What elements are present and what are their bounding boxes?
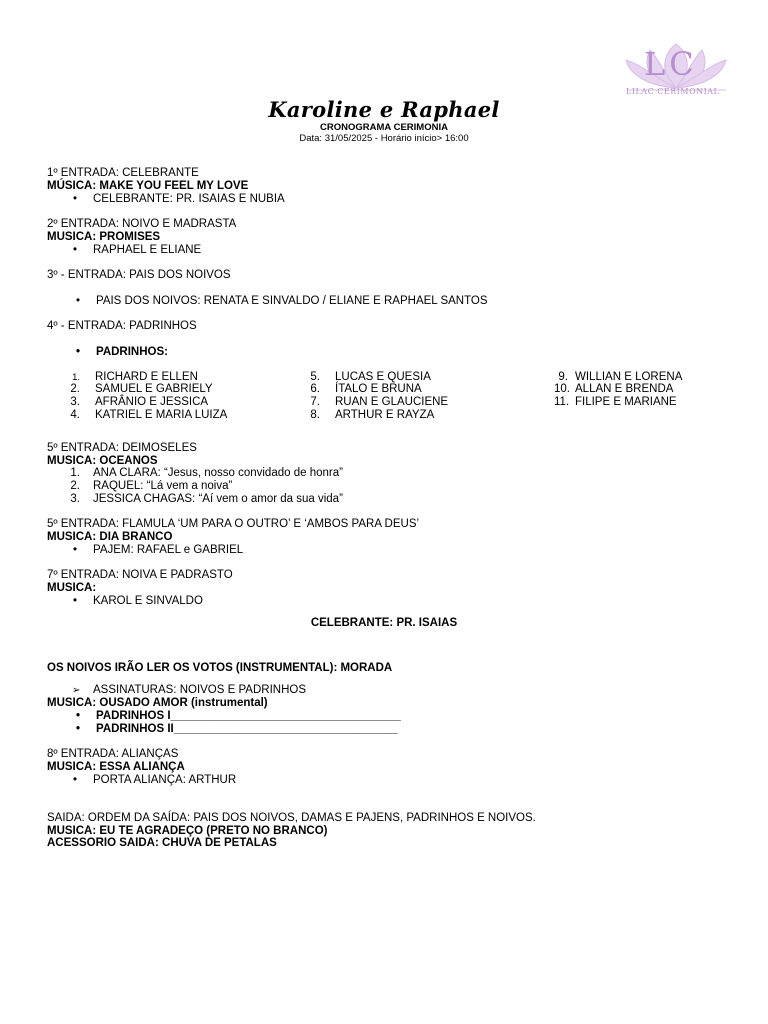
list-number: 11.	[554, 396, 570, 408]
list-item: JESSICA CHAGAS: “Aí vem o amor da sua vida”	[93, 493, 343, 505]
saida-musica: MUSICA: EU TE AGRADEÇO (PRETO NO BRANCO)	[47, 825, 328, 837]
musica-7: MUSICA:	[47, 582, 97, 594]
padrinhos-i-line: • PADRINHOS I____________________________________	[96, 710, 401, 723]
list-number: 2.	[70, 480, 80, 492]
list-number: 2.	[70, 383, 80, 395]
list-number: 10.	[554, 383, 570, 395]
list-item: FILIPE E MARIANE	[575, 396, 677, 408]
cronograma-subtitle: CRONOGRAMA CERIMONIA	[320, 122, 448, 133]
entrada-1: 1º ENTRADA: CELEBRANTE	[47, 167, 199, 179]
musica-1: MÚSICA: MAKE YOU FEEL MY LOVE	[47, 180, 249, 192]
list-number: 9.	[558, 371, 568, 383]
entrada-4: 4º - ENTRADA: PADRINHOS	[47, 320, 197, 332]
entrada-8: 8º ENTRADA: ALIANÇAS	[47, 748, 179, 760]
entrada-7: 7º ENTRADA: NOIVA E PADRASTO	[47, 569, 233, 581]
list-item: • PAIS DOS NOIVOS: RENATA E SINVALDO / ELIANE E RAPHAEL SANTOS	[96, 295, 488, 308]
list-item: ANA CLARA: “Jesus, nosso convidado de honra”	[93, 467, 343, 479]
list-number: 5.	[310, 371, 320, 383]
list-item: ALLAN E BRENDA	[575, 383, 674, 395]
padrinhos-label: • PADRINHOS:	[96, 346, 168, 359]
entrada-3: 3º - ENTRADA: PAIS DOS NOIVOS	[47, 269, 231, 281]
entrada-6: 5º ENTRADA: FLAMULA ‘UM PARA O OUTRO’ E ‘AMBOS PARA DEUS’	[47, 518, 420, 530]
saida-ordem: SAIDA: ORDEM DA SAÍDA: PAIS DOS NOIVOS, DAMAS E PAJENS, PADRINHOS E NOIVOS.	[47, 812, 536, 824]
list-number: 4.	[70, 409, 80, 421]
saida-acessorio: ACESSORIO SAIDA: CHUVA DE PETALAS	[47, 837, 277, 849]
list-item: SAMUEL E GABRIELY	[95, 383, 213, 395]
list-number: 8.	[310, 409, 320, 421]
votos-line: OS NOIVOS IRÃO LER OS VOTOS (INSTRUMENTAL): MORADA	[47, 662, 393, 674]
list-item: RAQUEL: “Lá vem a noiva”	[93, 480, 233, 492]
list-number: 6.	[310, 383, 320, 395]
list-number: 1.	[70, 467, 80, 479]
list-number: 1.	[72, 372, 80, 383]
padrinhos-ii-line: • PADRINHOS II___________________________________	[96, 723, 398, 736]
list-item: RICHARD E ELLEN	[95, 371, 198, 383]
list-item: • PAJEM: RAFAEL e GABRIEL	[93, 544, 243, 557]
musica-8: MUSICA: ESSA ALIANÇA	[47, 761, 185, 773]
list-item: WILLIAN E LORENA	[575, 371, 683, 383]
list-item: ARTHUR E RAYZA	[335, 409, 435, 421]
musica-6: MUSICA: DIA BRANCO	[47, 531, 173, 543]
list-item: AFRÂNIO E JESSICA	[95, 396, 209, 408]
logo-initials: LC	[644, 45, 698, 83]
list-number: 3.	[70, 493, 80, 505]
list-item: • RAPHAEL E ELIANE	[93, 244, 201, 257]
list-item: • CELEBRANTE: PR. ISAIAS E NUBIA	[93, 193, 285, 206]
list-item: • PORTA ALIANÇA: ARTHUR	[93, 774, 236, 787]
logo-brand: LILAC CERIMONIAL	[626, 87, 720, 96]
list-number: 3.	[70, 396, 80, 408]
musica-2: MUSICA: PROMISES	[47, 231, 161, 243]
list-item: RUAN E GLAUCIENE	[335, 396, 449, 408]
list-item: KATRIEL E MARIA LUIZA	[95, 409, 228, 421]
list-item: ÍTALO E BRUNA	[335, 383, 422, 395]
celebrante-line: CELEBRANTE: PR. ISAIAS	[310, 617, 458, 629]
couple-title: Karoline e Raphael	[268, 97, 500, 122]
entrada-5: 5º ENTRADA: DEIMOSELES	[47, 442, 197, 454]
entrada-2: 2º ENTRADA: NOIVO E MADRASTA	[47, 218, 237, 230]
lilac-cerimonial-logo	[620, 40, 732, 102]
assinaturas-item: ➢ ASSINATURAS: NOIVOS E PADRINHOS	[93, 684, 306, 697]
list-item: LUCAS E QUESIA	[335, 371, 431, 383]
list-item: • KAROL E SINVALDO	[93, 595, 203, 608]
musica-assinaturas: MUSICA: OUSADO AMOR (instrumental)	[47, 697, 268, 709]
date-time-line: Data: 31/05/2025 - Horário início> 16:00	[299, 133, 469, 144]
musica-5: MUSICA: OCEANOS	[47, 455, 158, 467]
list-number: 7.	[310, 396, 320, 408]
